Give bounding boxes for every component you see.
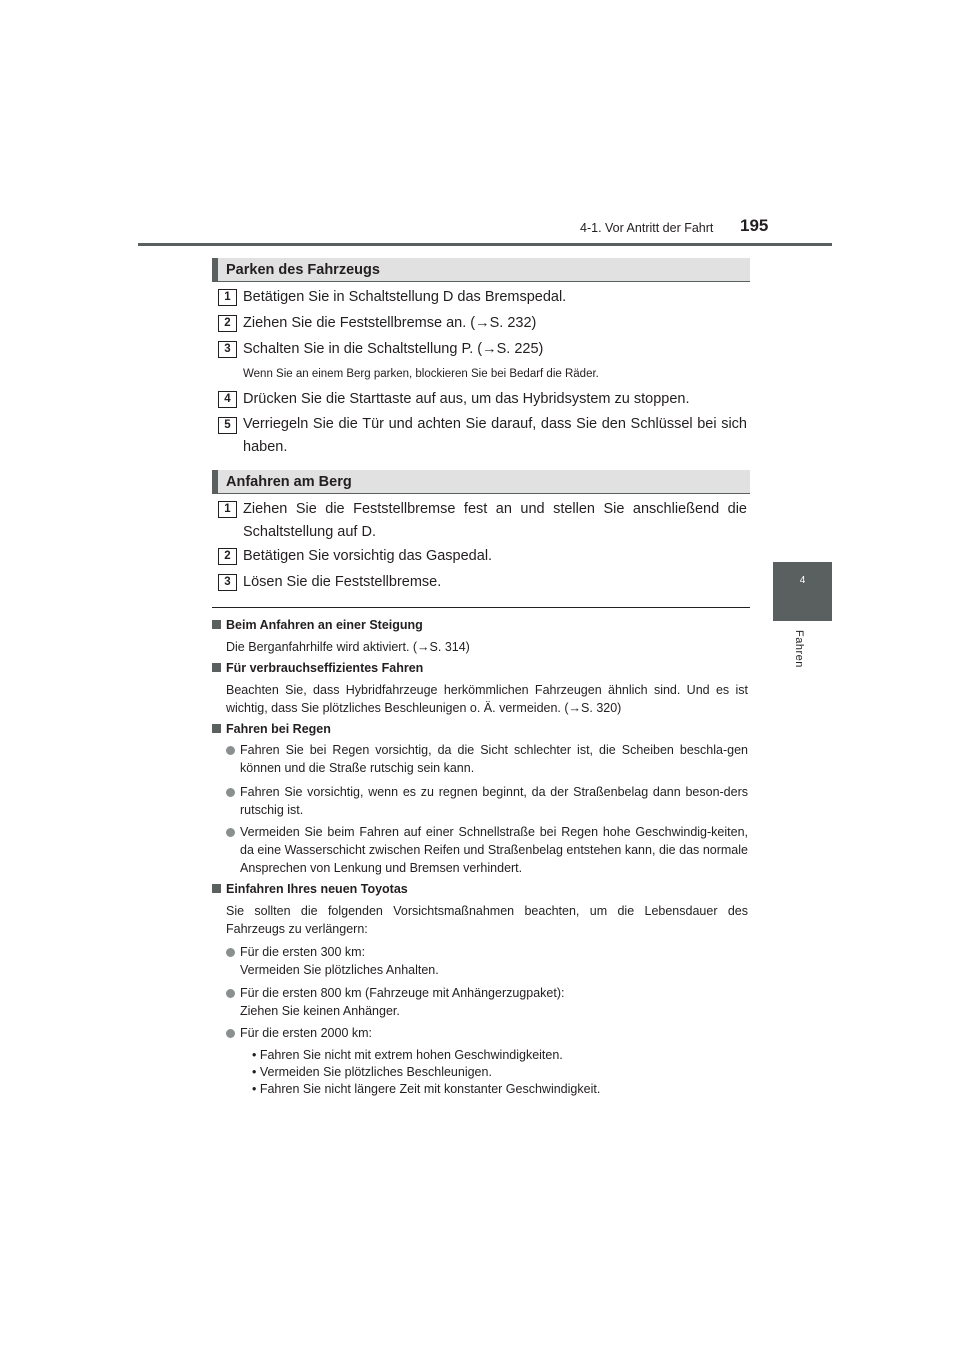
list-item: Fahren Sie vorsichtig, wenn es zu regnen beginnt, da der Straßenbelag dann beson-ders rutschig ist. [226,783,748,819]
step-number-box: 1 [218,289,237,306]
step-text: Ziehen Sie die Feststellbremse an. (→S. 232) [243,315,537,331]
list-item: Fahren Sie bei Regen vorsichtig, da die Sicht schlechter ist, die Scheiben beschla-gen können und die Straße rutschig sein kann. [226,741,748,777]
step-text: Lösen Sie die Feststellbremse. [243,574,442,590]
step-number-box: 2 [218,548,237,565]
header-divider [138,243,832,246]
list-item-line: Für die ersten 300 km: [240,945,366,959]
step-text: Betätigen Sie in Schaltstellung D das Bremspedal. [243,289,567,305]
chapter-tab[interactable] [773,562,832,621]
section-heading-hill [212,470,750,494]
step-text: Ziehen Sie die Feststellbremse fest an und stellen Sie anschließend die Schaltstellung auf D. [243,501,747,540]
info-title-efficient: Für verbrauchseffizientes Fahren [212,661,423,675]
step-number-box: 2 [218,315,237,332]
step-number-box: 3 [218,341,237,358]
info-title-incline: Beim Anfahren an einer Steigung [212,618,423,632]
sub-list-item: • Fahren Sie nicht längere Zeit mit konstanter Geschwindigkeit. [252,1082,601,1096]
square-bullet-icon [212,663,221,672]
step-text: Drücken Sie die Starttaste auf aus, um das Hybridsystem zu stoppen. [243,391,690,407]
section-heading-parking [212,258,750,282]
sub-list-item: • Fahren Sie nicht mit extrem hohen Geschwindigkeiten. [252,1048,563,1062]
list-item-line: Ziehen Sie keinen Anhänger. [240,1004,400,1018]
list-item-line: Vermeiden Sie plötzliches Anhalten. [240,963,439,977]
chapter-tab-label: Fahren [793,630,805,668]
square-bullet-icon [212,724,221,733]
info-body-breakin: Sie sollten die folgenden Vorsichtsmaßnahmen beachten, um die Lebensdauer des Fahrzeugs zu verlängern: [226,904,748,936]
list-item [226,943,748,979]
chapter-tab-number: 4 [799,575,806,586]
step-number-box: 5 [218,417,237,434]
list-item-line: Für die ersten 2000 km: [240,1026,373,1040]
sub-list [252,1047,748,1098]
page-number: 195 [740,216,769,235]
step-number-box: 3 [218,574,237,591]
parking-note: Wenn Sie an einem Berg parken, blockieren Sie bei Bedarf die Räder. [243,368,599,380]
round-bullet-icon [226,746,235,755]
step-number-box: 1 [218,501,237,518]
info-divider [212,607,750,608]
list-item [226,1024,748,1042]
sub-list-item: • Vermeiden Sie plötzliches Beschleunigen. [252,1065,492,1079]
step-text: Schalten Sie in die Schaltstellung P. (→S. 225) [243,341,544,357]
round-bullet-icon [226,1029,235,1038]
list-item [226,984,748,1020]
square-bullet-icon [212,884,221,893]
round-bullet-icon [226,828,235,837]
info-title-rain: Fahren bei Regen [212,722,331,736]
info-body-efficient: Beachten Sie, dass Hybridfahrzeuge herkömmlichen Fahrzeugen ähnlich sind. Und es ist wichtig, dass Sie plötzliches Beschleunigen o. Ä. vermeiden. (→S. 320) [226,683,748,715]
info-title-breakin: Einfahren Ihres neuen Toyotas [212,882,408,896]
round-bullet-icon [226,948,235,957]
section-heading-parking-title: Parken des Fahrzeugs [226,262,380,278]
info-body-incline: Die Berganfahrhilfe wird aktiviert. (→S. 314) [226,640,470,654]
section-header: 4-1. Vor Antritt der Fahrt [580,221,714,235]
list-item-line: Für die ersten 800 km (Fahrzeuge mit Anhängerzugpaket): [240,986,565,1000]
step-text: Betätigen Sie vorsichtig das Gaspedal. [243,548,493,564]
square-bullet-icon [212,620,221,629]
round-bullet-icon [226,989,235,998]
list-item: Vermeiden Sie beim Fahren auf einer Schnellstraße bei Regen hohe Geschwindig-keiten, da eine Wasserschicht zwischen Reifen und Straßenbelag entstehen kann, die das normale Ansprechen von Lenkung und Bremsen verhindert. [226,823,748,877]
step-number-box: 4 [218,391,237,408]
round-bullet-icon [226,788,235,797]
section-heading-hill-title: Anfahren am Berg [226,474,352,490]
step-text: Verriegeln Sie die Tür und achten Sie darauf, dass Sie den Schlüssel bei sich haben. [243,416,747,455]
